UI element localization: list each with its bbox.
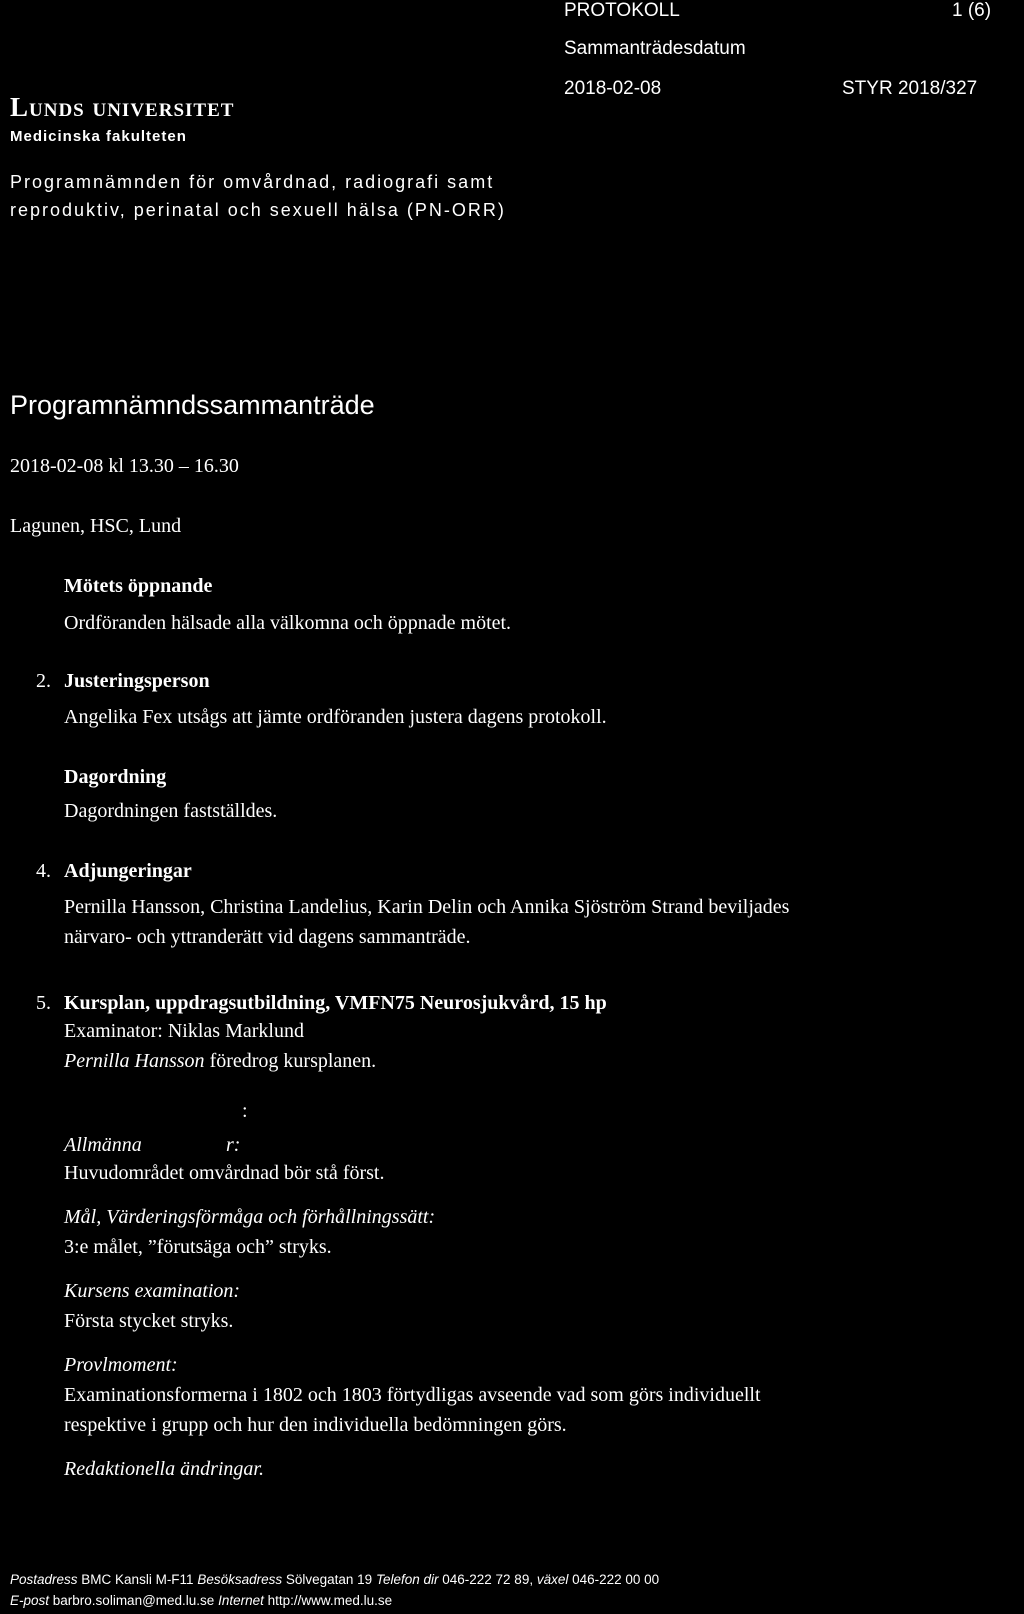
- doc-type: PROTOKOLL: [564, 0, 680, 21]
- item-5-text-1: Huvudområdet omvårdnad bör stå först.: [64, 1162, 385, 1184]
- board-name-line1: Programnämnden för omvårdnad, radiografi samt: [10, 172, 495, 192]
- item-5-heading-1b: r:: [226, 1134, 241, 1156]
- item-5-examiner: Examinator: Niklas Marklund: [64, 1020, 304, 1042]
- faculty-name: Medicinska fakulteten: [10, 128, 187, 145]
- footer-phone-label: Telefon dir: [375, 1572, 439, 1587]
- item-1-text: Ordföranden hälsade alla välkomna och öppnade mötet.: [64, 612, 512, 634]
- item-4-title: Adjungeringar: [64, 860, 192, 882]
- item-4-number: 4.: [36, 860, 51, 882]
- item-2-text: Angelika Fex utsågs att jämte ordföranden justera dagens protokoll.: [64, 706, 607, 728]
- footer-switch: 046-222 00 00: [568, 1572, 660, 1587]
- item-1-title: Mötets öppnande: [64, 575, 213, 597]
- item-4-text-line1: Pernilla Hansson, Christina Landelius, Karin Delin och Annika Sjöström Strand beviljades: [64, 896, 790, 918]
- item-4-text-line2: närvaro- och yttranderätt vid dagens sammanträde.: [64, 926, 471, 948]
- footer-postal-label: Postadress: [10, 1572, 78, 1587]
- meeting-title: Programnämndssammanträde: [10, 390, 375, 420]
- footer-visit-label: Besöksadress: [197, 1572, 283, 1587]
- item-3-text: Dagordningen fastställdes.: [64, 800, 278, 822]
- reference-number: STYR 2018/327: [842, 78, 978, 99]
- item-5-heading-1: Allmänna: [64, 1134, 142, 1156]
- item-5-heading-2: Mål, Värderingsförmåga och förhållningssätt:: [64, 1206, 436, 1228]
- footer-switch-label: växel: [536, 1572, 569, 1587]
- item-3-title: Dagordning: [64, 766, 167, 788]
- item-2-number: 2.: [36, 670, 51, 692]
- presenter-text: föredrog kursplanen.: [204, 1050, 377, 1072]
- footer-visit: Sölvegatan 19: [282, 1572, 376, 1587]
- item-5-heading-4: Provlmoment:: [64, 1354, 178, 1376]
- meeting-place: Lagunen, HSC, Lund: [10, 515, 182, 537]
- item-5-heading-3: Kursens examination:: [64, 1280, 241, 1302]
- footer-website-link[interactable]: http://www.med.lu.se: [263, 1593, 393, 1608]
- item-5-text-4a: Examinationsformerna i 1802 och 1803 förtydligas avseende vad som görs individuellt: [64, 1384, 761, 1406]
- footer-phone: 046-222 72 89,: [438, 1572, 537, 1587]
- item-5-text-4b: respektive i grupp och hur den individuella bedömningen görs.: [64, 1414, 567, 1436]
- footer-line-2: [10, 1593, 392, 1608]
- item-5-presenter: [64, 1050, 376, 1073]
- page-number: 1 (6): [952, 0, 992, 21]
- item-5-text-3: Första stycket stryks.: [64, 1310, 234, 1332]
- item-2-title: Justeringsperson: [64, 670, 210, 692]
- meeting-time: 2018-02-08 kl 13.30 – 16.30: [10, 455, 239, 477]
- university-name: Lunds universitet: [10, 92, 235, 122]
- board-name-line2: reproduktiv, perinatal och sexuell hälsa (PN-ORR): [10, 200, 506, 220]
- footer-line-1: [10, 1572, 659, 1587]
- item-5-number: 5.: [36, 992, 51, 1014]
- item-5-title: Kursplan, uppdragsutbildning, VMFN75 Neurosjukvård, 15 hp: [64, 992, 607, 1014]
- footer-postal: BMC Kansli M-F11: [77, 1572, 198, 1587]
- footer-internet-label: Internet: [218, 1593, 264, 1608]
- item-5-heading-5: Redaktionella ändringar.: [64, 1458, 264, 1480]
- date-label: Sammanträdesdatum: [564, 38, 746, 59]
- presenter-name: Pernilla Hansson: [64, 1050, 205, 1072]
- footer-email-link[interactable]: barbro.soliman@med.lu.se: [49, 1593, 219, 1608]
- footer-email-label: E-post: [10, 1593, 50, 1608]
- meeting-date: 2018-02-08: [564, 78, 662, 99]
- item-5-colon: :: [242, 1100, 248, 1122]
- item-5-text-2: 3:e målet, ”förutsäga och” stryks.: [64, 1236, 332, 1258]
